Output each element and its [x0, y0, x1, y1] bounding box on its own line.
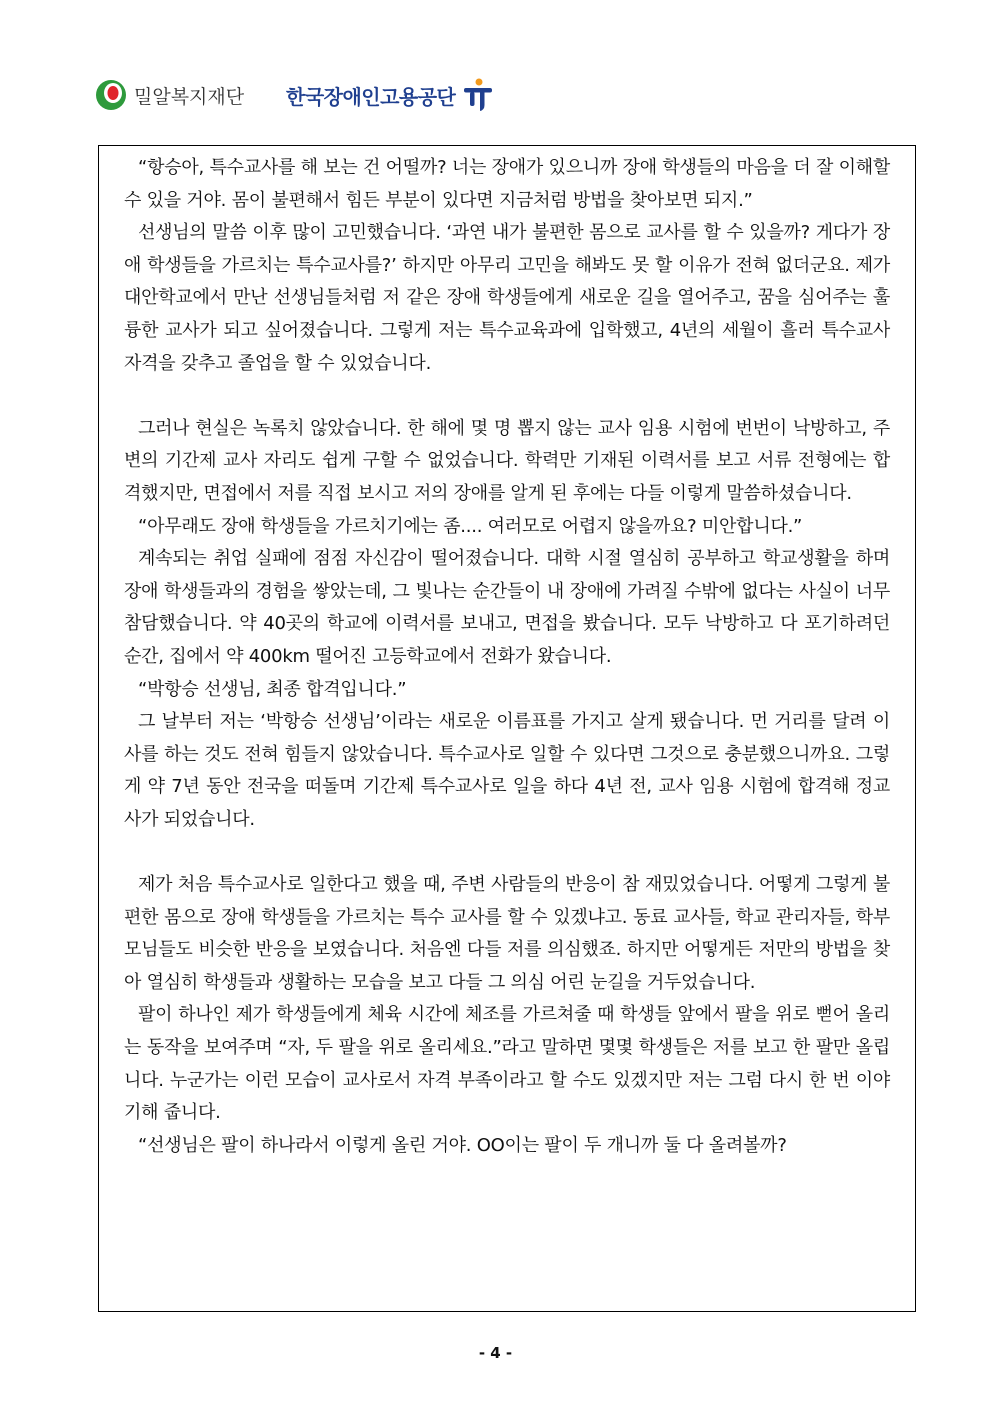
kead-logo-icon	[461, 77, 495, 113]
paragraph: “항승아, 특수교사를 해 보는 건 어떨까? 너는 장애가 있으니까 장애 학생들의 마음을 더 잘 이해할 수 있을 거야. 몸이 불편해서 힘든 부분이 있다면 지금처럼 방법을 찾아보면 되지.”	[124, 157, 890, 211]
paragraph: 그 날부터 저는 ‘박항승 선생님’이라는 새로운 이름표를 가지고 살게 됐습니다. 먼 거리를 달려 이사를 하는 것도 전혀 힘들지 않았습니다. 특수교사로 일할 수 있다면 그것으로 충분했으니까요. 그렇게 약 7년 동안 전국을 떠돌며 기간제 특수교사로 일을 하다 4년 전, 교사 임용 시험에 합격해 정교사가 되었습니다.	[124, 711, 890, 830]
milal-foundation-logo	[94, 78, 244, 112]
paragraph: 선생님의 말씀 이후 많이 고민했습니다. ‘과연 내가 불편한 몸으로 교사를 할 수 있을까? 게다가 장애 학생들을 가르치는 특수교사를?’ 하지만 아무리 고민을 해봐도 못 할 이유가 전혀 없더군요. 제가 대안학교에서 만난 선생님들처럼 저 같은 장애 학생들에게 새로운 길을 열어주고, 꿈을 심어주는 훌륭한 교사가 되고 싶어졌습니다. 그렇게 저는 특수교육과에 입학했고, 4년의 세월이 흘러 특수교사 자격을 갖추고 졸업을 할 수 있었습니다.	[124, 222, 890, 374]
paragraph: “아무래도 장애 학생들을 가르치기에는 좀.... 여러모로 어렵지 않을까요? 미안합니다.”	[138, 515, 803, 537]
page-header	[94, 72, 514, 118]
document-body	[124, 152, 890, 1162]
paragraph: 제가 처음 특수교사로 일한다고 했을 때, 주변 사람들의 반응이 참 재밌었습니다. 어떻게 그렇게 불편한 몸으로 장애 학생들을 가르치는 특수 교사를 할 수 있겠냐고. 동료 교사들, 학교 관리자들, 학부모님들도 비슷한 반응을 보였습니다. 처음엔 다들 저를 의심했죠. 하지만 어떻게든 저만의 방법을 찾아 열심히 학생들과 생활하는 모습을 보고 다들 그 의심 어린 눈길을 거두었습니다.	[124, 874, 891, 993]
milal-logo-icon	[94, 78, 128, 112]
page-number: - 4 -	[478, 1344, 513, 1362]
paragraph: 그러나 현실은 녹록치 않았습니다. 한 해에 몇 명 뽑지 않는 교사 임용 시험에 번번이 낙방하고, 주변의 기간제 교사 자리도 쉽게 구할 수 없었습니다. 학력만 기재된 이력서를 보고 서류 전형에는 합격했지만, 면접에서 저를 직접 보시고 저의 장애를 알게 된 후에는 다들 이렇게 말씀하셨습니다.	[124, 417, 890, 504]
org2-name: 한국장애인고용공단	[286, 84, 456, 109]
paragraph-gap	[124, 836, 890, 869]
paragraph: “선생님은 팔이 하나라서 이렇게 올린 거야. OO이는 팔이 두 개니까 둘 다 올려볼까?	[138, 1134, 787, 1156]
paragraph-gap	[124, 380, 890, 413]
paragraph: 계속되는 취업 실패에 점점 자신감이 떨어졌습니다. 대학 시절 열심히 공부하고 학교생활을 하며 장애 학생들과의 경험을 쌓았는데, 그 빛나는 순간들이 내 장애에 가려질 수밖에 없다는 사실이 너무 참담했습니다. 약 40곳의 학교에 이력서를 보내고, 면접을 봤습니다. 모두 낙방하고 다 포기하려던 순간, 집에서 약 400km 떨어진 고등학교에서 전화가 왔습니다.	[124, 548, 890, 667]
org1-name: 밀알복지재단	[134, 85, 245, 108]
paragraph: 팔이 하나인 제가 학생들에게 체육 시간에 체조를 가르쳐줄 때 학생들 앞에서 팔을 위로 뻗어 올리는 동작을 보여주며 “자, 두 팔을 위로 올리세요.”라고 말하면 몇몇 학생들은 저를 보고 한 팔만 올립니다. 누군가는 이런 모습이 교사로서 자격 부족이라고 할 수도 있겠지만 저는 그럼 다시 한 번 이야기해 줍니다.	[124, 1004, 890, 1124]
kead-logo	[286, 76, 495, 114]
paragraph: “박항승 선생님, 최종 합격입니다.”	[138, 678, 407, 700]
